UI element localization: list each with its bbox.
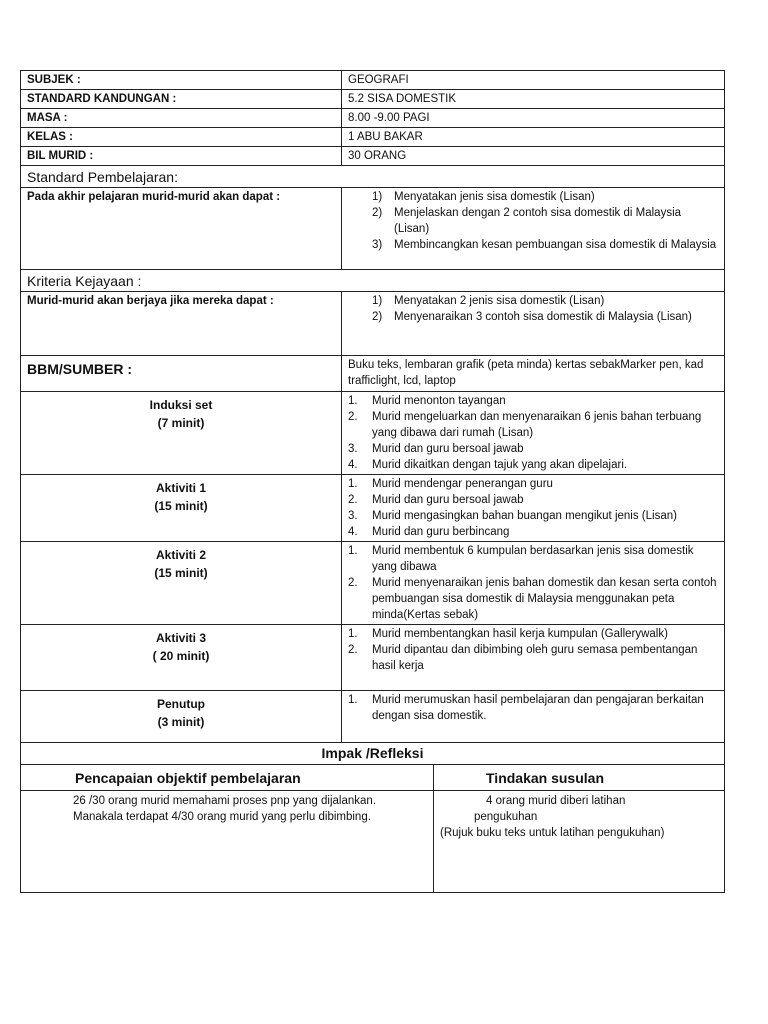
standard-heading: Standard Pembelajaran: [21,166,725,188]
value-standard-kandungan: 5.2 SISA DOMESTIK [342,90,725,109]
impak-heading-row [21,743,725,765]
value-masa: 8.00 -9.00 PAGI [342,109,725,128]
standard-list [348,189,718,253]
activity-row-aktiviti-2 [21,542,725,625]
activity-time: (3 minit) [157,715,205,729]
activity-title: Induksi set [149,398,213,412]
pencapaian-line: Manakala terdapat 4/30 orang murid yang perlu dibimbing. [73,811,371,823]
pencapaian-line: 26 /30 orang murid memahami proses pnp yang dijalankan. [73,795,377,807]
activity-steps [348,476,718,540]
list-item: 2. Murid dan guru bersoal jawab [348,494,524,506]
bbm-row [21,356,725,392]
pencapaian-heading: Pencapaian objektif pembelajaran [21,765,434,791]
label-bil-murid: BIL MURID : [21,147,342,166]
list-item: 1. Murid merumuskan hasil pembelajaran dan pengajaran berkaitan dengan sisa domestik. [348,694,704,722]
kriteria-heading: Kriteria Kejayaan : [21,270,725,292]
list-item: 4. Murid dikaitkan dengan tajuk yang akan dipelajari. [348,459,628,471]
list-item: 2. Murid dipantau dan dibimbing oleh guru semasa pembentangan hasil kerja [348,644,698,672]
activity-steps-cell [342,691,725,743]
impak-subheading-row [21,765,725,791]
tindakan-line: (Rujuk buku teks untuk latihan pengukuhan) [440,827,665,839]
info-row-standard-kandungan [21,90,725,109]
list-item: 3. Murid dan guru bersoal jawab [348,443,524,455]
activity-steps [348,626,718,674]
impak-content-row [21,791,725,893]
list-item: 3) Membincangkan kesan pembuangan sisa domestik di Malaysia [372,239,717,251]
kriteria-list [348,293,718,325]
label-masa: MASA : [21,109,342,128]
list-item: 3. Murid mengasingkan bahan buangan mengikut jenis (Lisan) [348,510,677,522]
impak-heading: Impak /Refleksi [21,743,725,765]
activity-row-aktiviti-3 [21,625,725,691]
standard-list-cell [342,188,725,270]
activity-time: (15 minit) [154,566,208,580]
list-item: 1. Murid mendengar penerangan guru [348,478,553,490]
list-item: 2) Menyenaraikan 3 contoh sisa domestik di Malaysia (Lisan) [372,311,692,323]
list-item: 2. Murid menyenaraikan jenis bahan domestik dan kesan serta contoh pembuangan sisa domestik di Malaysia menggunakan peta minda(Kertas sebak) [348,577,717,621]
info-row-bil-murid [21,147,725,166]
activity-steps [348,543,718,623]
list-item: 1. Murid membentuk 6 kumpulan berdasarkan jenis sisa domestik yang dibawa [348,545,694,573]
activity-title-cell [21,625,342,691]
activity-row-aktiviti-1 [21,475,725,542]
list-item: 2) Menjelaskan dengan 2 contoh sisa domestik di Malaysia (Lisan) [372,207,682,235]
standard-row [21,188,725,270]
info-row-kelas [21,128,725,147]
activity-time: (7 minit) [157,416,205,430]
activity-steps [348,692,718,724]
activity-time: ( 20 minit) [152,649,210,663]
tindakan-line: pengukuhan [474,811,538,823]
list-item: 1. Murid membentangkan hasil kerja kumpulan (Gallerywalk) [348,628,668,640]
activity-steps-cell [342,542,725,625]
list-item: 2. Murid mengeluarkan dan menyenaraikan 6 jenis bahan terbuang yang dibawa dari rumah (Lisan) [348,411,702,439]
value-subjek: GEOGRAFI [342,71,725,90]
activity-steps-cell [342,475,725,542]
activity-title-cell [21,691,342,743]
activity-row-induksi [21,392,725,475]
activity-title: Penutup [157,697,205,711]
list-item: 1. Murid menonton tayangan [348,395,506,407]
kriteria-row [21,292,725,356]
info-row-subjek [21,71,725,90]
info-row-masa [21,109,725,128]
label-kelas: KELAS : [21,128,342,147]
label-subjek: SUBJEK : [21,71,342,90]
list-item: 1) Menyatakan jenis sisa domestik (Lisan) [372,191,595,203]
lesson-plan-table [20,70,725,893]
activity-title: Aktiviti 3 [155,631,206,645]
value-bil-murid: 30 ORANG [342,147,725,166]
bbm-value: Buku teks, lembaran grafik (peta minda) kertas sebakMarker pen, kad trafficlight, lcd, laptop [342,356,725,392]
activity-title-cell [21,392,342,475]
tindakan-heading: Tindakan susulan [434,765,725,791]
list-item: 1) Menyatakan 2 jenis sisa domestik (Lisan) [372,295,605,307]
list-item: 4. Murid dan guru berbincang [348,526,510,538]
standard-heading-row [21,166,725,188]
activity-title: Aktiviti 2 [155,548,206,562]
activity-title: Aktiviti 1 [155,481,206,495]
standard-prompt: Pada akhir pelajaran murid-murid akan dapat : [21,188,342,270]
kriteria-heading-row [21,270,725,292]
kriteria-list-cell [342,292,725,356]
activity-time: (15 minit) [154,499,208,513]
activity-title-cell [21,475,342,542]
activity-title-cell [21,542,342,625]
bbm-label: BBM/SUMBER : [21,356,342,392]
activity-row-penutup [21,691,725,743]
label-standard-kandungan: STANDARD KANDUNGAN : [21,90,342,109]
kriteria-prompt: Murid-murid akan berjaya jika mereka dapat : [21,292,342,356]
pencapaian-content [21,791,434,893]
value-kelas: 1 ABU BAKAR [342,128,725,147]
tindakan-line: 4 orang murid diberi latihan [486,795,626,807]
activity-steps-cell [342,392,725,475]
activity-steps-cell [342,625,725,691]
activity-steps [348,393,718,473]
lesson-plan-sheet [20,70,724,893]
tindakan-content [434,791,725,893]
